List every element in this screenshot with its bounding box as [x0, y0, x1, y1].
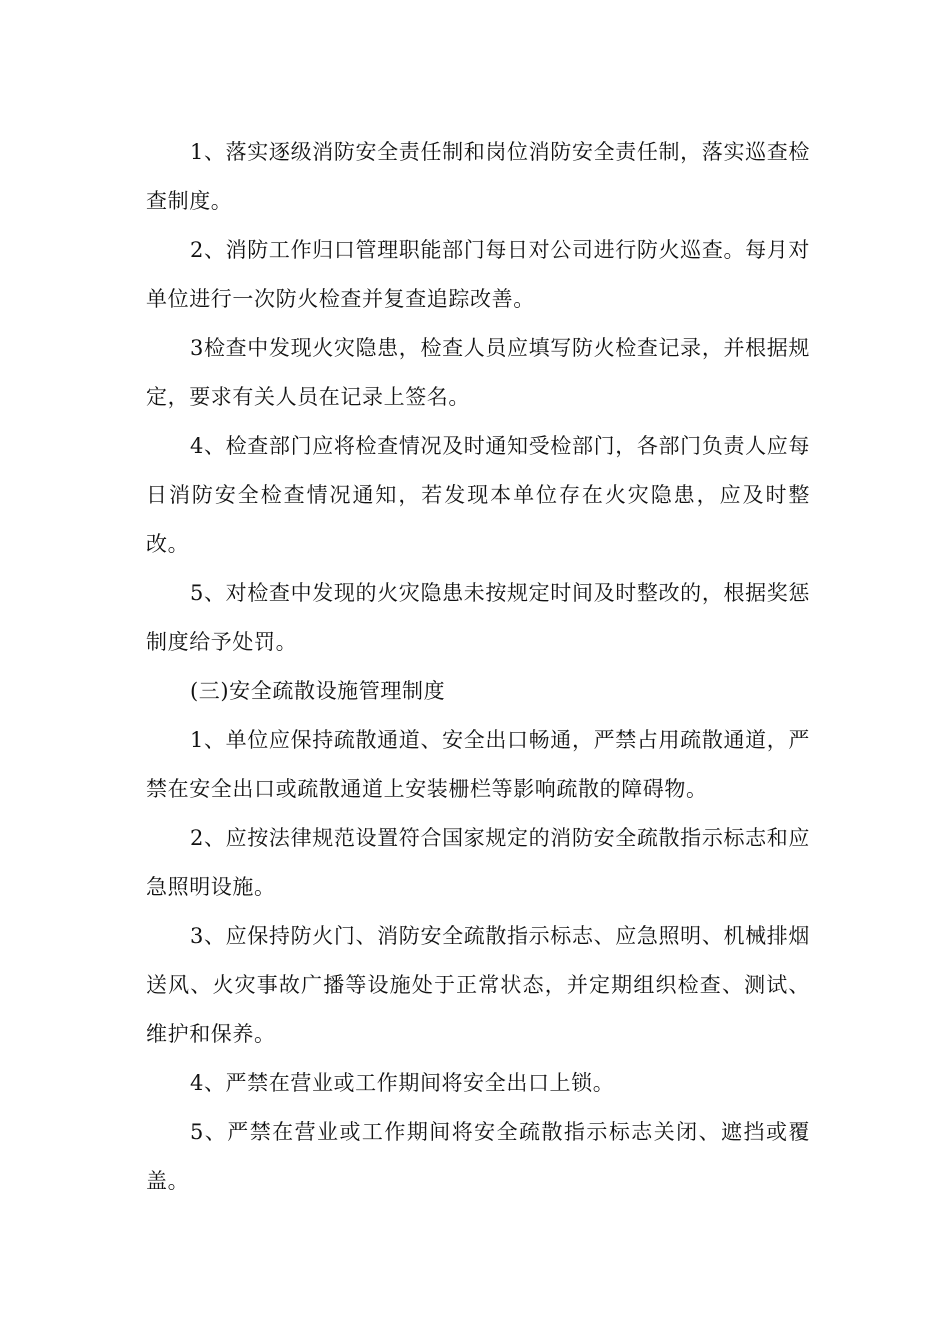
paragraph-evacuation-4: 4、严禁在营业或工作期间将安全出口上锁。: [190, 1071, 615, 1095]
paragraph-inspection-5: 5、对检查中发现的火灾隐患未按规定时间及时整改的，根据奖惩制度给予处罚。: [146, 581, 810, 654]
paragraph-inspection-1: 1、落实逐级消防安全责任制和岗位消防安全责任制，落实巡查检查制度。: [146, 140, 810, 213]
paragraph-inspection-4: 4、检查部门应将检查情况及时通知受检部门，各部门负责人应每日消防安全检查情况通知，若发现本单位存在火灾隐患，应及时整改。: [146, 434, 810, 556]
document-body: [146, 128, 810, 1206]
paragraph-evacuation-5: 5、严禁在营业或工作期间将安全疏散指示标志关闭、遮挡或覆盖。: [146, 1120, 810, 1193]
section-heading-evacuation: (三)安全疏散设施管理制度: [190, 679, 446, 703]
paragraph-evacuation-3: 3、应保持防火门、消防安全疏散指示标志、应急照明、机械排烟送风、火灾事故广播等设施处于正常状态，并定期组织检查、测试、维护和保养。: [146, 924, 810, 1046]
paragraph-evacuation-2: 2、应按法律规范设置符合国家规定的消防安全疏散指示标志和应急照明设施。: [146, 826, 810, 899]
paragraph-evacuation-1: 1、单位应保持疏散通道、安全出口畅通，严禁占用疏散通道，严禁在安全出口或疏散通道上安装栅栏等影响疏散的障碍物。: [146, 728, 810, 801]
paragraph-inspection-3: 3检查中发现火灾隐患，检查人员应填写防火检查记录，并根据规定，要求有关人员在记录上签名。: [146, 336, 810, 409]
paragraph-inspection-2: 2、消防工作归口管理职能部门每日对公司进行防火巡查。每月对单位进行一次防火检查并复查追踪改善。: [146, 238, 810, 311]
